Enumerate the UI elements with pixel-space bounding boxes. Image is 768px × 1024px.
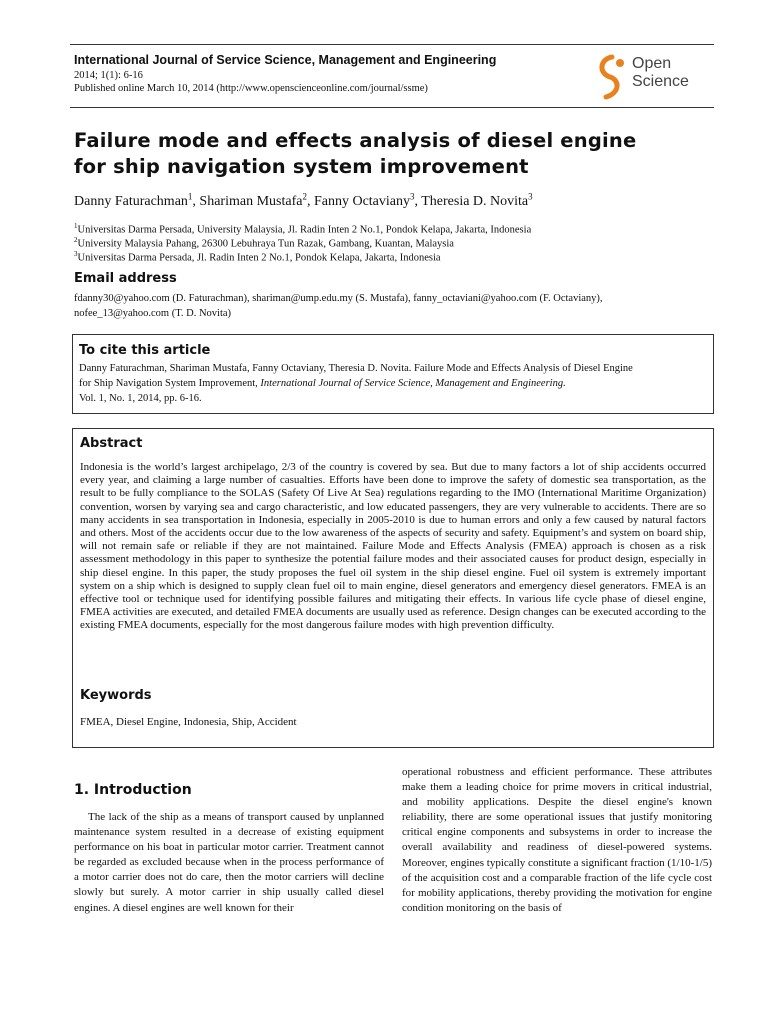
logo-text-line1: Open	[632, 55, 672, 72]
open-science-logo-icon	[594, 53, 630, 101]
journal-title: International Journal of Service Science, Management and Engineering	[74, 53, 497, 67]
issue-line: 2014; 1(1): 6-16	[74, 70, 143, 81]
abstract-box	[72, 428, 714, 748]
cite-box	[72, 334, 714, 414]
cite-line: Vol. 1, No. 1, 2014, pp. 6-16.	[79, 393, 202, 404]
abstract-heading: Abstract	[80, 436, 143, 451]
keywords-text: FMEA, Diesel Engine, Indonesia, Ship, Accident	[80, 716, 297, 728]
email-addresses	[74, 291, 714, 321]
intro-right-column	[402, 765, 712, 916]
paper-title	[74, 128, 724, 180]
paper-title-line2: for ship navigation system improvement	[74, 155, 529, 178]
abstract-text: Indonesia is the world’s largest archipelago, 2/3 of the country is covered by sea. But due to many factors a lot of ship accidents occurred every year, and claiming a large number of casualties. Efforts have been done to improve the safety of domestic sea transportation, as the result to be fully compliance to the SOLAS (Safety Of Live At Sea) regulations regarding to the IMO (International Maritime Organization) convention, worsen by varying sea and cargo characteristic, and low educated passengers, they are very vulnerable to accidents. There are so many accidents in sea transportation in Indonesia, especially in 2005-2010 is due to human errors and only a few caused by natural factors and others. Most of the accidents occur due to the low awareness of the aspects of security and safety. Equipment’s and system on board ship, will not remain safe or reliable if they are not maintained. Failure Mode and Effects Analysis (FMEA) approach is chosen as a risk assessment methodology in this paper to synthesize the potential failure modes and their associated causes for product design, especially in ship diesel engine. In this paper, the study proposes the fuel oil system in the ship diesel engine. Fuel oil system is extremely important system on a ship which is designed to supply clean fuel oil to main engine, diesel generators and emergency diesel generators. FMEA is an effective tool or technique used for identifying possible failures and mitigating their effects. In various life cycle phase of diesel engine, FMEA activities are executed, and detailed FMEA documents are usually used as reference. Design changes can be executed according to the existing FMEA documents, especially for the most dangerous failure modes with high prevention difficulty.	[80, 461, 706, 632]
author: Shariman Mustafa$^2$,	[199, 191, 314, 209]
published-line: Published online March 10, 2014 (http://www.openscienceonline.com/journal/ssme)	[74, 83, 428, 94]
email-line: fdanny30@yahoo.com (D. Faturachman), shariman@ump.edu.my (S. Mustafa), fanny_octaviani@yahoo.com (F. Octaviany),	[74, 293, 603, 304]
cite-heading: To cite this article	[79, 343, 211, 358]
cite-line: for Ship Navigation System Improvement, International Journal of Service Science, Management and Engineering.	[79, 378, 566, 389]
email-line: nofee_13@yahoo.com (T. D. Novita)	[74, 308, 232, 319]
author-list	[74, 191, 533, 210]
intro-paragraph: operational robustness and efficient performance. These attributes make them a leading choice for prime movers in critical industrial, and mobility applications. Despite the diesel engine's known reliability, there are some operational issues that justify monitoring critical engine components and subsystems in order to increase the overall availability and readiness of diesel-powered systems. Moreover, engines typically constitute a significant fraction (1/10-1/5) of the acquisition cost and a comparable fraction of the life cycle cost for mobility applications, thereby providing the motivation for engine condition monitoring on the basis of	[402, 766, 712, 914]
author: Danny Faturachman$^1$,	[74, 191, 200, 209]
author: Fanny Octaviany$^3$,	[313, 191, 422, 209]
intro-left-column	[74, 810, 384, 916]
journal-name-italic: International Journal of Service Science, Management and Engineering.	[260, 378, 566, 389]
intro-paragraph: The lack of the ship as a means of transport caused by unplanned maintenance system resulted in a decrease of existing equipment performance on his boat in particular motor carrier. Treatment cannot be regarded as excluded because when in the process performance of a motor carrier does not do care, then the motor carriers will decline slowly but surely. A motor carrier in ship usually called diesel engines. A diesel engines are well known for their	[74, 811, 384, 914]
affiliation: $^2$University Malaysia Pahang, 26300 Lebuhraya Tun Razak, Gambang, Kuantan, Malaysia	[74, 236, 454, 250]
open-science-logo	[592, 51, 712, 103]
logo-text-line2: Science	[632, 73, 689, 90]
paper-title-line1: Failure mode and effects analysis of diesel engine	[74, 129, 637, 152]
journal-header	[70, 44, 714, 108]
keywords-heading: Keywords	[80, 688, 152, 703]
logo-text	[632, 55, 689, 91]
affiliation: $^3$Universitas Darma Persada, Jl. Radin Inten 2 No.1, Pondok Kelapa, Jakarta, Indonesia	[74, 250, 441, 264]
introduction-heading: 1. Introduction	[74, 782, 192, 798]
author: Theresia D. Novita$^3$	[421, 191, 533, 209]
cite-text	[79, 361, 709, 406]
cite-line: Danny Faturachman, Shariman Mustafa, Fanny Octaviany, Theresia D. Novita. Failure Mode and Effects Analysis of Diesel Engine	[79, 363, 633, 374]
email-heading: Email address	[74, 271, 177, 286]
affiliation: $^1$Universitas Darma Persada, University Malaysia, Jl. Radin Inten 2 No.1, Pondok Kelapa, Jakarta, Indonesia	[74, 222, 532, 236]
